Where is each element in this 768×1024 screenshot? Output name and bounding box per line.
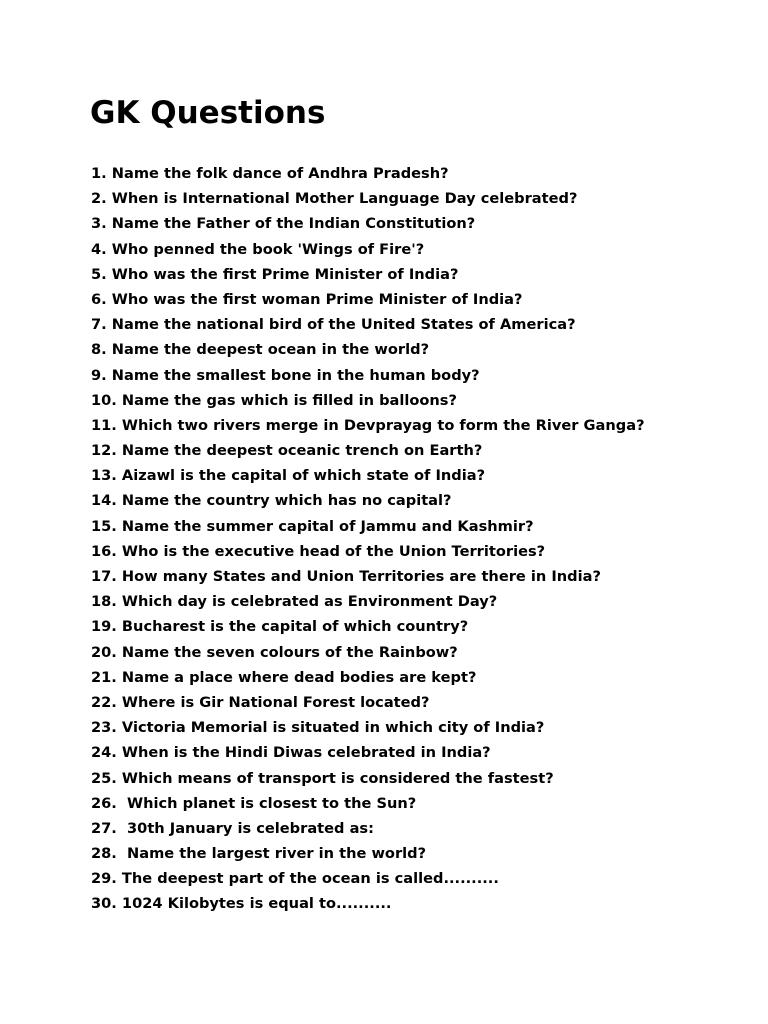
question-9: 9. Name the smallest bone in the human body? (91, 366, 480, 384)
question-21: 21. Name a place where dead bodies are kept? (91, 668, 477, 686)
question-27: 27. 30th January is celebrated as: (91, 819, 374, 837)
question-6: 6. Who was the first woman Prime Minister of India? (91, 290, 523, 308)
question-22: 22. Where is Gir National Forest located? (91, 693, 430, 711)
question-20: 20. Name the seven colours of the Rainbow? (91, 643, 458, 661)
question-29: 29. The deepest part of the ocean is called.......... (91, 870, 499, 888)
question-25: 25. Which means of transport is considered the fastest? (91, 769, 554, 787)
question-24: 24. When is the Hindi Diwas celebrated in India? (91, 744, 491, 762)
question-15: 15. Name the summer capital of Jammu and Kashmir? (91, 517, 534, 535)
question-10: 10. Name the gas which is filled in balloons? (91, 391, 457, 409)
question-13: 13. Aizawl is the capital of which state of India? (91, 467, 486, 485)
question-1: 1. Name the folk dance of Andhra Pradesh? (91, 165, 449, 182)
question-list (91, 161, 645, 917)
question-4: 4. Who penned the book 'Wings of Fire'? (91, 240, 425, 258)
question-16: 16. Who is the executive head of the Union Territories? (91, 542, 546, 560)
question-30: 30. 1024 Kilobytes is equal to.......... (91, 895, 392, 913)
question-28: 28. Name the largest river in the world? (91, 845, 427, 863)
question-14: 14. Name the country which has no capital? (91, 492, 452, 510)
question-5: 5. Who was the first Prime Minister of India? (91, 265, 459, 283)
question-8: 8. Name the deepest ocean in the world? (91, 341, 430, 359)
question-12: 12. Name the deepest oceanic trench on Earth? (91, 442, 483, 460)
question-18: 18. Which day is celebrated as Environment Day? (91, 593, 498, 611)
question-19: 19. Bucharest is the capital of which country? (91, 618, 469, 636)
question-23: 23. Victoria Memorial is situated in which city of India? (91, 719, 545, 737)
page-title: GK Questions (90, 95, 326, 131)
question-11: 11. Which two rivers merge in Devprayag to form the River Ganga? (91, 416, 645, 434)
question-26: 26. Which planet is closest to the Sun? (91, 794, 417, 812)
question-17: 17. How many States and Union Territories are there in India? (91, 568, 601, 585)
question-7: 7. Name the national bird of the United States of America? (91, 316, 576, 334)
question-2: 2. When is International Mother Language Day celebrated? (91, 190, 578, 208)
question-3: 3. Name the Father of the Indian Constitution? (91, 215, 476, 233)
